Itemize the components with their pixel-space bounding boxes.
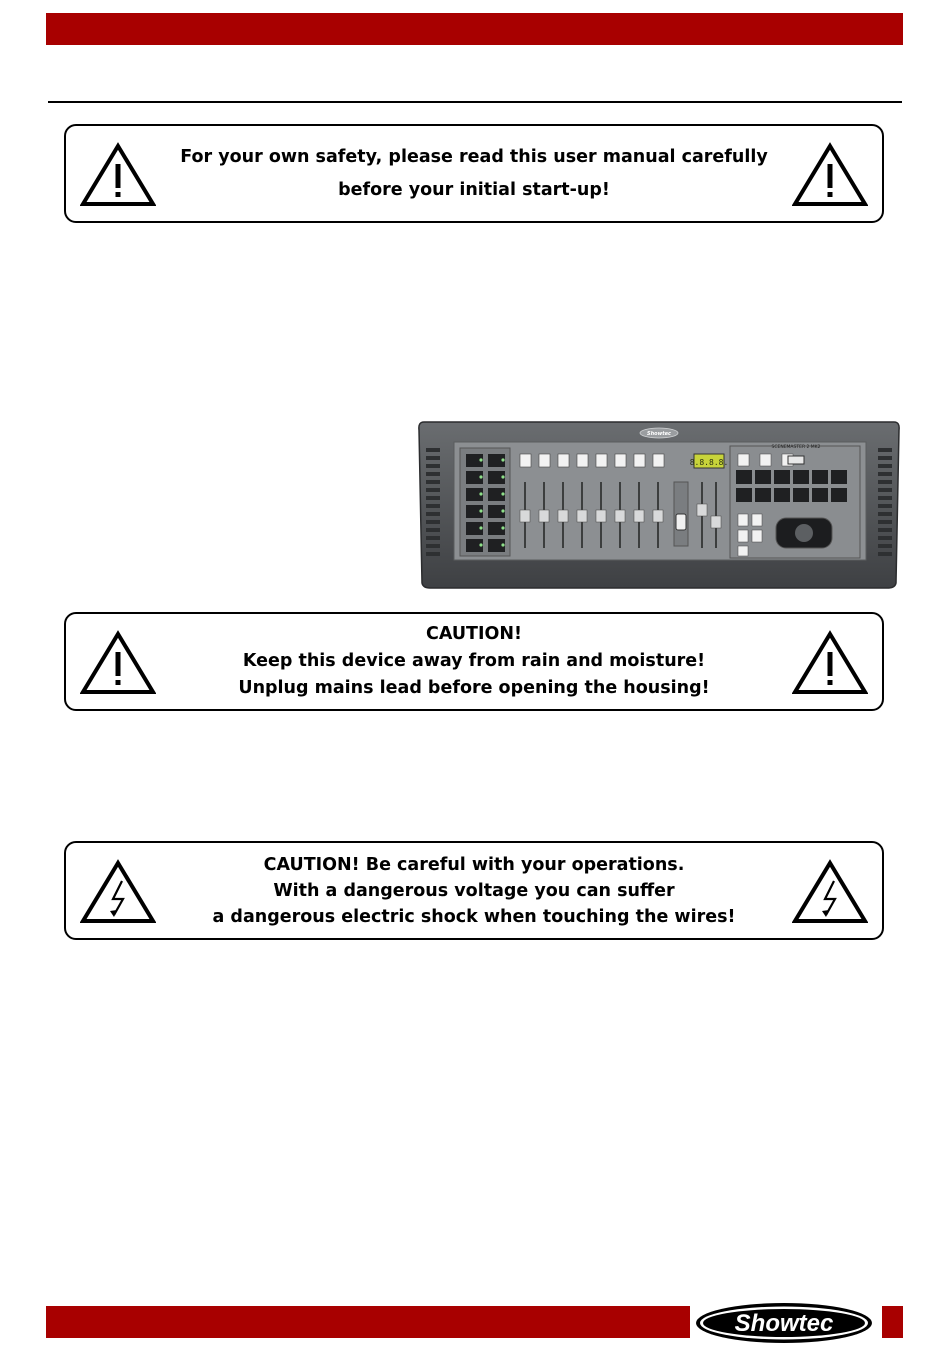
moisture-caution-box (64, 612, 884, 711)
header-bar (46, 13, 903, 45)
safety-warning-text (166, 126, 782, 221)
high-voltage-warning-icon (792, 859, 868, 925)
safety-warning-box (64, 124, 884, 223)
warning-line: before your initial start-up! (338, 179, 610, 200)
warning-line: CAUTION! Be careful with your operations. (263, 854, 685, 875)
showtec-logo (690, 1300, 882, 1346)
svg-text:SCENEMASTER 2 MK2: SCENEMASTER 2 MK2 (771, 445, 821, 450)
exclamation-warning-icon (80, 142, 156, 208)
showtec-logo-graphic (690, 1300, 882, 1346)
svg-text:Showtec: Showtec (734, 1310, 834, 1337)
warning-line: a dangerous electric shock when touching the wires! (212, 906, 736, 927)
warning-line: Unplug mains lead before opening the housing! (238, 678, 710, 698)
warning-line: With a dangerous voltage you can suffer (273, 880, 675, 901)
controller-device-image (418, 418, 900, 590)
electric-shock-caution-text (166, 843, 782, 938)
electric-shock-caution-box (64, 841, 884, 940)
moisture-caution-text (166, 614, 782, 709)
high-voltage-warning-icon (80, 859, 156, 925)
svg-text:8.8.8.8.: 8.8.8.8. (689, 458, 729, 467)
svg-text:Showtec: Showtec (647, 431, 671, 437)
exclamation-warning-icon (792, 630, 868, 696)
exclamation-warning-icon (792, 142, 868, 208)
exclamation-warning-icon (80, 630, 156, 696)
header-rule (48, 101, 902, 103)
warning-line: For your own safety, please read this user manual carefully (180, 146, 768, 167)
warning-line: Keep this device away from rain and moisture! (242, 651, 706, 671)
warning-line: CAUTION! (425, 624, 522, 644)
